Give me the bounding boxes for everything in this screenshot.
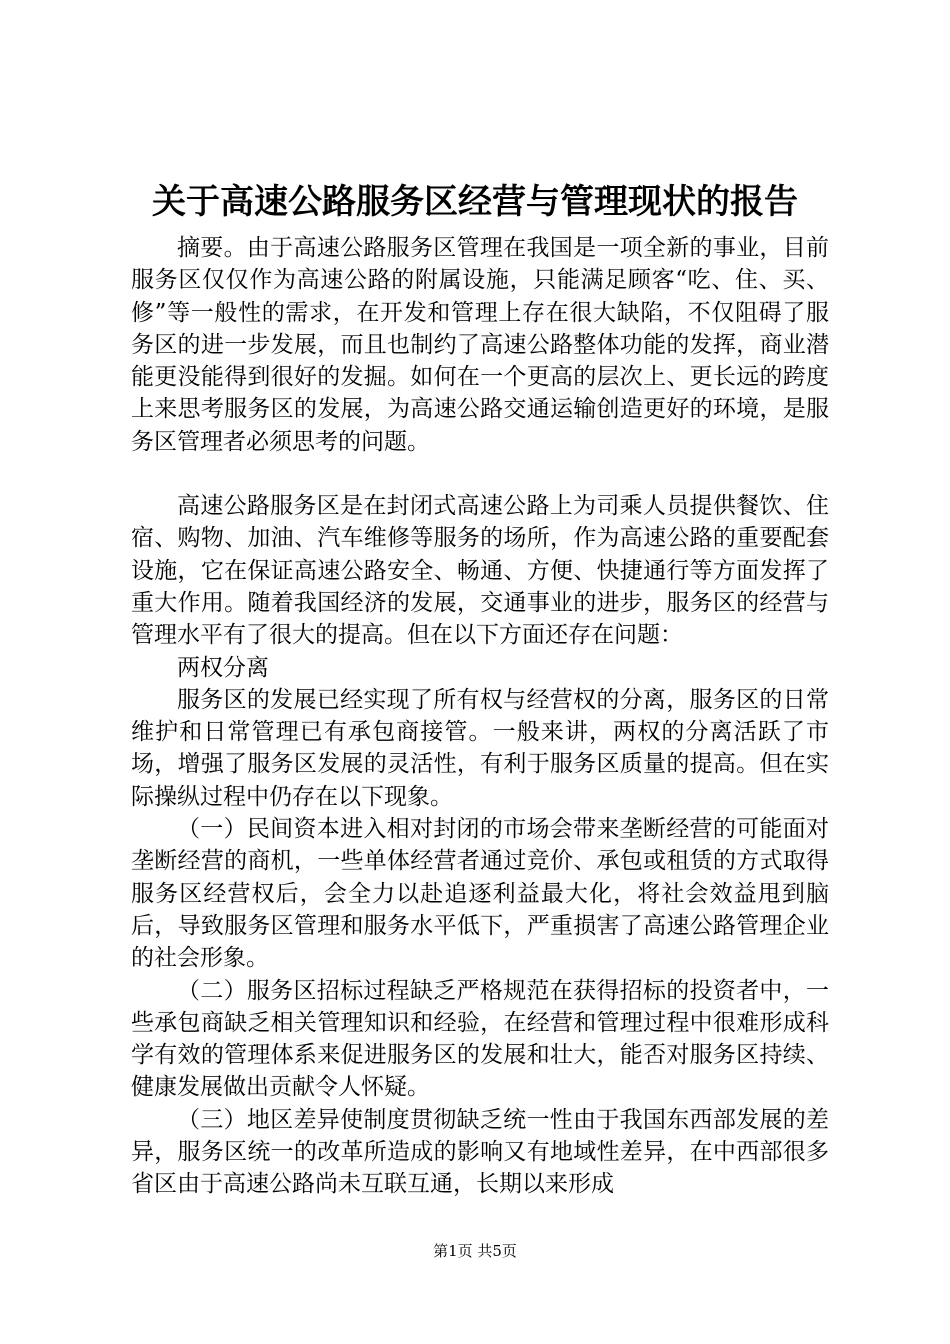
body-paragraph: （三）地区差异使制度贯彻缺乏统一性由于我国东西部发展的差异，服务区统一的改革所造成的影响又有地域性差异，在中西部很多省区由于高速公路尚未互联互通，长期以来形成 <box>131 1106 829 1198</box>
page-footer: 第1页 共5页 <box>433 1242 517 1260</box>
abstract-paragraph: 摘要。由于高速公路服务区管理在我国是一项全新的事业，目前服务区仅仅作为高速公路的附属设施，只能满足顾客“吃、住、买、修”等一般性的需求，在开发和管理上存在很大缺陷，不仅阻碍了服务区的进一步发展，而且也制约了高速公路整体功能的发挥，商业潜能更没能得到很好的发掘。如何在一个更高的层次上、更长远的跨度上来思考服务区的发展，为高速公路交通运输创造更好的环境，是服务区管理者必须思考的问题。 <box>131 235 829 455</box>
body-paragraph: 服务区的发展已经实现了所有权与经营权的分离，服务区的日常维护和日常管理已有承包商接管。一般来讲，两权的分离活跃了市场，增强了服务区发展的灵活性，有利于服务区质量的提高。但在实际操纵过程中仍存在以下现象。 <box>131 686 829 810</box>
section-heading: 两权分离 <box>177 654 269 681</box>
document-body <box>131 232 829 1201</box>
document-title: 关于高速公路服务区经营与管理现状的报告 <box>152 182 798 222</box>
body-paragraph: （一）民间资本进入相对封闭的市场会带来垄断经营的可能面对垄断经营的商机，一些单体经营者通过竞价、承包或租赁的方式取得服务区经营权后，会全力以赴追逐利益最大化，将社会效益甩到脑后，导致服务区管理和服务水平低下，严重损害了高速公路管理企业的社会形象。 <box>131 816 829 972</box>
body-paragraph: （二）服务区招标过程缺乏严格规范在获得招标的投资者中，一些承包商缺乏相关管理知识和经验，在经营和管理过程中很难形成科学有效的管理体系来促进服务区的发展和壮大，能否对服务区持续、健康发展做出贡献令人怀疑。 <box>131 977 829 1101</box>
body-paragraph: 高速公路服务区是在封闭式高速公路上为司乘人员提供餐饮、住宿、购物、加油、汽车维修等服务的场所，作为高速公路的重要配套设施，它在保证高速公路安全、畅通、方便、快捷通行等方面发挥了重大作用。随着我国经济的发展，交通事业的进步，服务区的经营与管理水平有了很大的提高。但在以下方面还存在问题： <box>131 493 829 649</box>
